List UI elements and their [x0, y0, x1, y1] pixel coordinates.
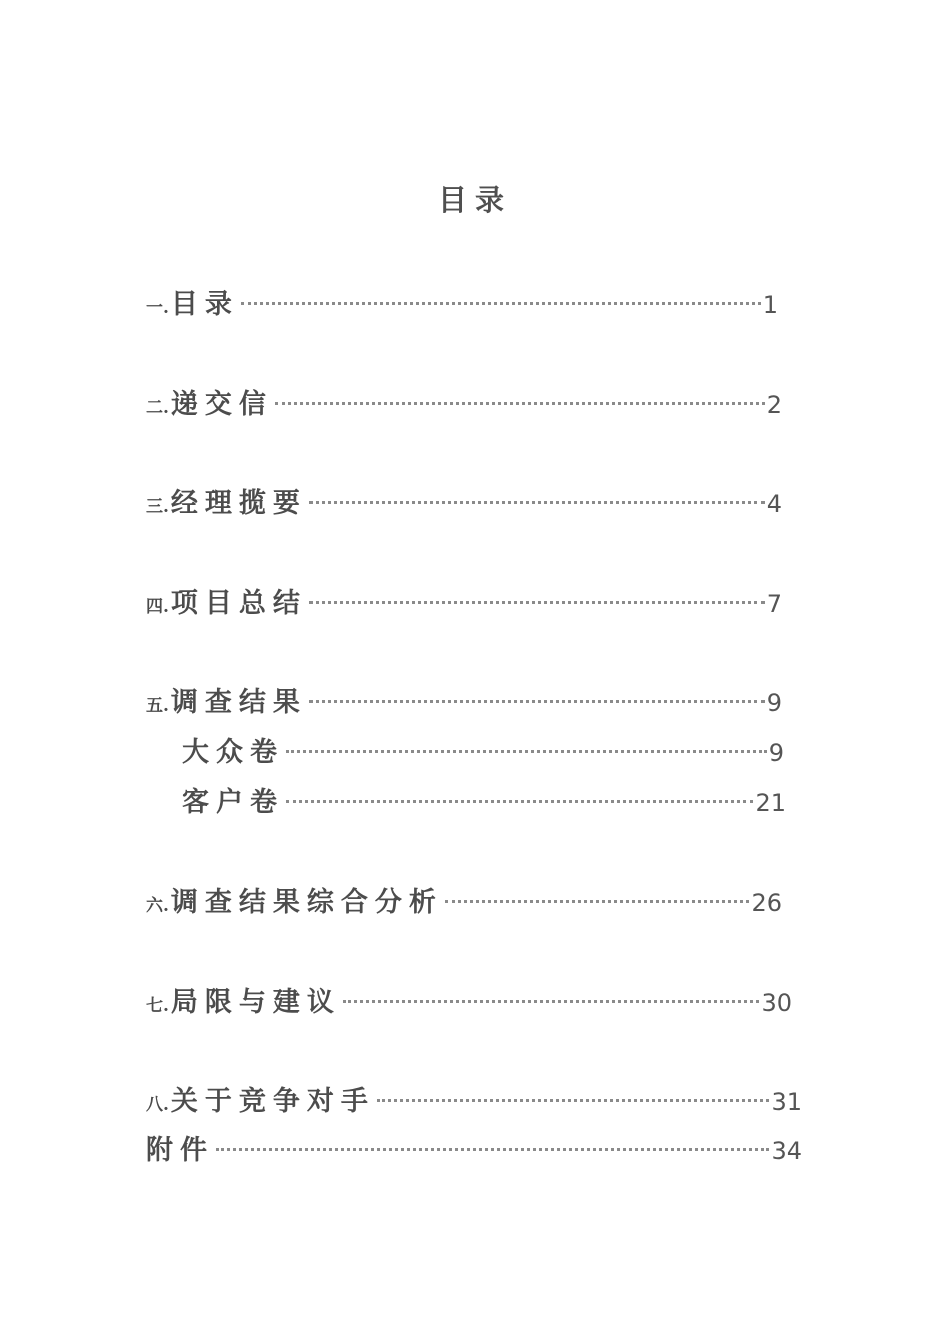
- dot-leader: [286, 750, 767, 753]
- dot-leader: [275, 402, 765, 405]
- toc-entry[interactable]: [146, 1079, 802, 1117]
- dot-leader: [377, 1099, 770, 1102]
- toc-entry-label: 客户卷: [182, 787, 284, 818]
- toc-entry[interactable]: [146, 481, 782, 519]
- toc-entry[interactable]: [146, 1128, 802, 1166]
- toc-subentry[interactable]: [182, 780, 786, 818]
- toc-entry-number: 二.: [146, 398, 169, 418]
- toc-entry-page: 31: [771, 1088, 802, 1116]
- dot-leader: [309, 700, 765, 703]
- toc-entry[interactable]: [146, 282, 778, 320]
- toc-entry[interactable]: [146, 880, 782, 918]
- toc-entry[interactable]: [146, 680, 782, 718]
- dot-leader: [241, 302, 761, 305]
- toc-entry-label: 调查结果: [170, 687, 307, 718]
- dot-leader: [286, 800, 753, 803]
- dot-leader: [216, 1148, 769, 1151]
- toc-entry-number: 七.: [146, 996, 169, 1016]
- toc-entry-label: 项目总结: [170, 588, 307, 619]
- dot-leader: [343, 1000, 760, 1003]
- toc-entry-label: 局限与建议: [170, 987, 341, 1018]
- toc-entry-page: 30: [761, 989, 792, 1017]
- toc-entry-label: 递交信: [170, 389, 273, 420]
- toc-entry-number: 五.: [146, 696, 169, 716]
- toc-entry-page: 2: [766, 391, 782, 419]
- toc-entry-number: 八.: [146, 1095, 169, 1115]
- dot-leader: [445, 900, 750, 903]
- toc-entry-number: 六.: [146, 896, 169, 916]
- toc-entry-label: 目录: [170, 289, 239, 320]
- toc-entry-page: 4: [766, 490, 782, 518]
- toc-entry-page: 1: [762, 291, 778, 319]
- dot-leader: [309, 501, 765, 504]
- toc-entry[interactable]: [146, 581, 782, 619]
- toc-entry-label: 大众卷: [182, 737, 284, 768]
- dot-leader: [309, 601, 765, 604]
- toc-entry-label: 调查结果综合分析: [170, 887, 443, 918]
- page-title: 目录: [437, 183, 512, 217]
- toc-entry-page: 21: [755, 789, 786, 817]
- toc-entry-label: 关于竞争对手: [170, 1086, 375, 1117]
- toc-entry-label: 附件: [146, 1135, 214, 1166]
- toc-entry-page: 26: [751, 889, 782, 917]
- toc-entry-number: 一.: [146, 298, 169, 318]
- toc-entry-page: 34: [771, 1137, 802, 1165]
- toc-entry-page: 9: [766, 689, 782, 717]
- toc-entry[interactable]: [146, 980, 792, 1018]
- toc-entry-number: 三.: [146, 497, 169, 517]
- toc-subentry[interactable]: [182, 730, 784, 768]
- toc-entry[interactable]: [146, 382, 782, 420]
- toc-entry-page: 7: [766, 590, 782, 618]
- toc-entry-number: 四.: [146, 597, 169, 617]
- toc-entry-page: 9: [768, 739, 784, 767]
- toc-entry-label: 经理揽要: [170, 488, 307, 519]
